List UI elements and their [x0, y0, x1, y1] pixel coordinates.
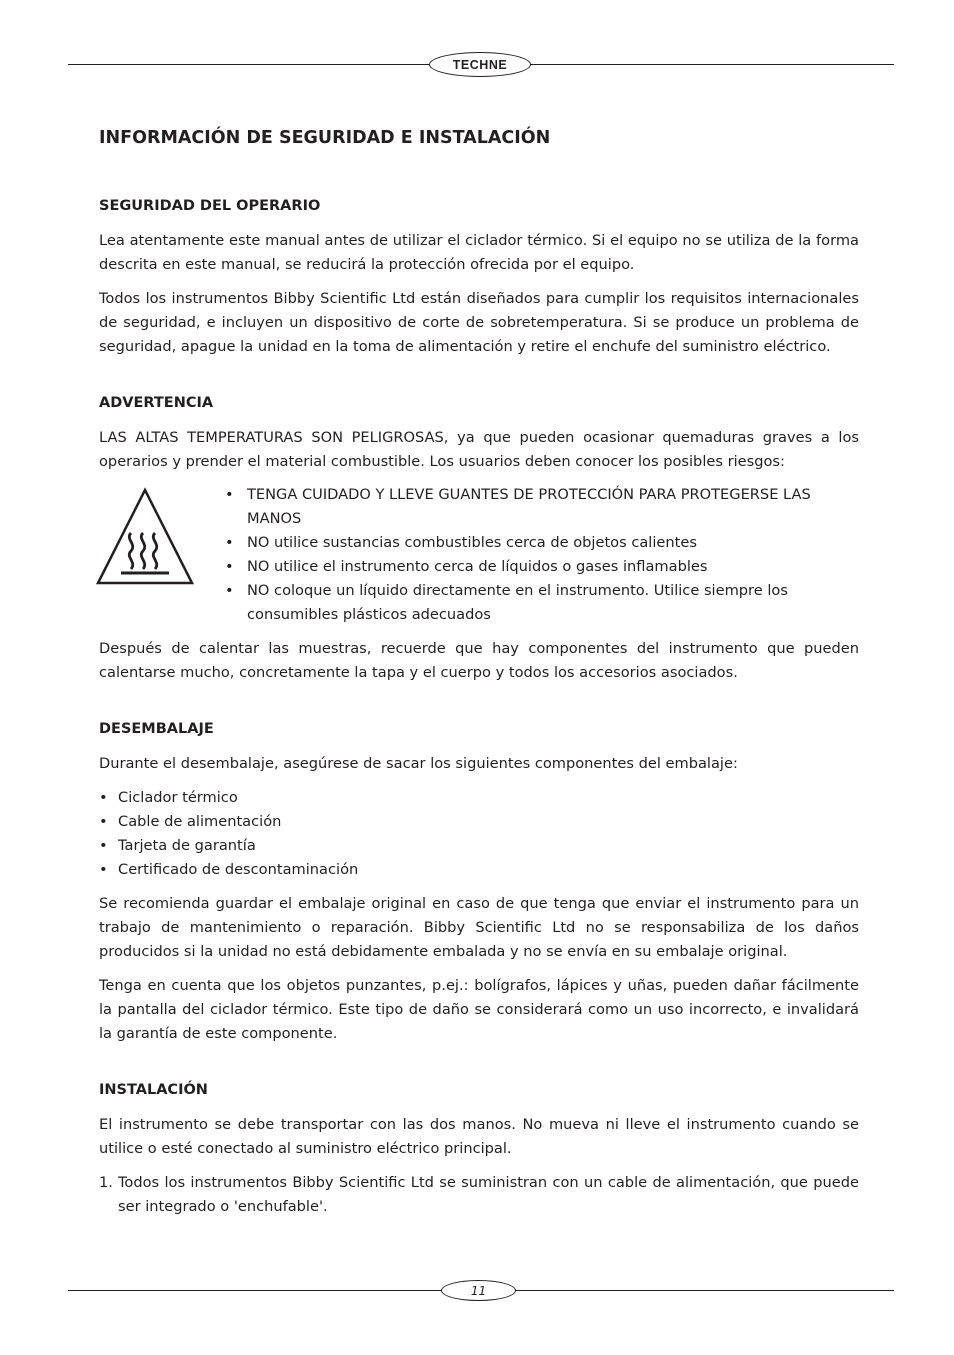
page-number: 11 — [441, 1280, 516, 1301]
list-item — [99, 1171, 859, 1219]
installation-steps — [99, 1171, 859, 1219]
list-item: • NO utilice el instrumento cerca de líquidos o gases inflamables — [225, 555, 859, 579]
list-item: • Cable de alimentación — [99, 810, 859, 834]
list-item: • NO utilice sustancias combustibles cerca de objetos calientes — [225, 531, 859, 555]
list-item: • Certificado de descontaminación — [99, 858, 859, 882]
list-item: • TENGA CUIDADO Y LLEVE GUANTES DE PROTECCIÓN PARA PROTEGERSE LAS MANOS — [225, 483, 859, 531]
step-number: 1. — [99, 1174, 113, 1191]
warning-list — [225, 483, 859, 627]
list-item: • Ciclador térmico — [99, 786, 859, 810]
page-title: INFORMACIÓN DE SEGURIDAD E INSTALACIÓN — [99, 128, 551, 148]
step-text: Todos los instrumentos Bibby Scientific Ltd se suministran con un cable de alimentación, que puede ser integrado o 'enchufable'. — [118, 1174, 859, 1215]
warning-heading: ADVERTENCIA — [99, 395, 214, 411]
operator-safety-heading: SEGURIDAD DEL OPERARIO — [99, 198, 321, 214]
installation-intro: El instrumento se debe transportar con las dos manos. No mueva ni lleve el instrumento cuando se utilice o esté conectado al suministro eléctrico principal. — [99, 1116, 859, 1157]
operator-safety-paragraph-1: Lea atentamente este manual antes de utilizar el ciclador térmico. Si el equipo no se utiliza de la forma descrita en este manual, se reducirá la protección ofrecida por el equipo. — [99, 232, 859, 273]
unpacking-paragraph-1: Se recomienda guardar el embalaje original en caso de que tenga que enviar el instrumento para un trabajo de mantenimiento o reparación. Bibby Scientific Ltd no se responsabiliza de los daños producidos si la unidad no está debidamente embalada y no se envía en su embalaje original. — [99, 895, 859, 960]
techne-logo: TECHNE — [429, 52, 531, 77]
list-item: • Tarjeta de garantía — [99, 834, 859, 858]
operator-safety-paragraph-2: Todos los instrumentos Bibby Scientific Ltd están diseñados para cumplir los requisitos internacionales de seguridad, e incluyen un dispositivo de corte de sobretemperatura. Si se produce un problema de seguridad, apague la unidad en la toma de alimentación y retire el enchufe del suministro eléctrico. — [99, 290, 859, 355]
unpacking-paragraph-2: Tenga en cuenta que los objetos punzantes, p.ej.: bolígrafos, lápices y uñas, pueden dañar fácilmente la pantalla del ciclador térmico. Este tipo de daño se considerará como un uso incorrecto, e invalidará la garantía de este componente. — [99, 977, 859, 1042]
warning-after-paragraph: Después de calentar las muestras, recuerde que hay componentes del instrumento que pueden calentarse mucho, concretamente la tapa y el cuerpo y todos los accesorios asociados. — [99, 640, 859, 681]
unpacking-list — [99, 786, 859, 882]
page-content — [99, 125, 859, 1219]
hot-surface-warning-icon — [95, 487, 195, 587]
unpacking-heading: DESEMBALAJE — [99, 721, 214, 737]
warning-intro: LAS ALTAS TEMPERATURAS SON PELIGROSAS, ya que pueden ocasionar quemaduras graves a los operarios y prender el material combustible. Los usuarios deben conocer los posibles riesgos: — [99, 429, 859, 470]
warning-block — [99, 483, 859, 627]
list-item: • NO coloque un líquido directamente en el instrumento. Utilice siempre los consumibles plásticos adecuados — [225, 579, 859, 627]
installation-heading: INSTALACIÓN — [99, 1082, 208, 1098]
unpacking-intro: Durante el desembalaje, asegúrese de sacar los siguientes componentes del embalaje: — [99, 755, 738, 772]
